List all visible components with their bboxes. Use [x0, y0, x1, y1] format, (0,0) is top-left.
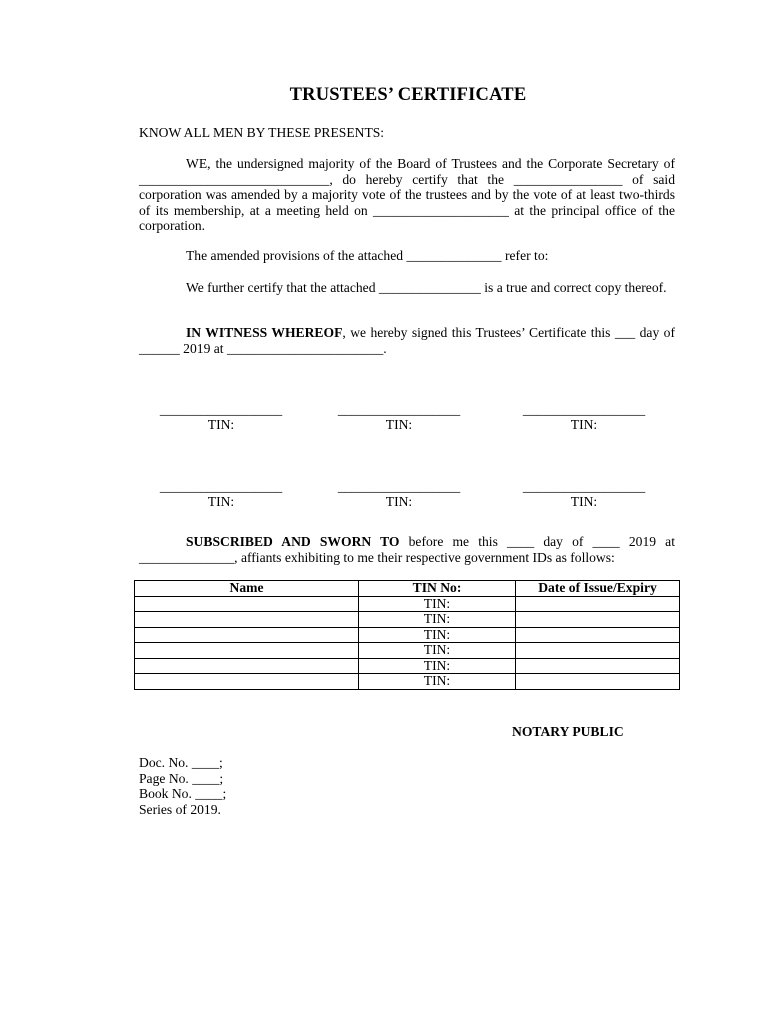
- jurat-lead: SUBSCRIBED AND SWORN TO: [186, 534, 400, 549]
- jurat-text: before me this ____ day of ____ 2019 at ______________, affiants exhibiting to me their respective government IDs as follows:: [139, 534, 675, 565]
- signature-block: [335, 402, 463, 433]
- signature-block: [335, 479, 463, 510]
- date-cell: [516, 612, 680, 628]
- tin-cell: TIN:: [359, 658, 516, 674]
- tin-cell: TIN:: [359, 612, 516, 628]
- page-no: Page No. ____;: [139, 770, 224, 786]
- table-row: [135, 674, 680, 690]
- signature-line: __________________: [522, 479, 646, 494]
- name-cell: [135, 643, 359, 659]
- header-name: Name: [135, 581, 359, 597]
- certification-paragraph: WE, the undersigned majority of the Board of Trustees and the Corporate Secretary of ____________________________, do hereby certify that the ________________ of said corporation was amended by a majority vote of the trustees and by the vote of at least two-thirds of its membership, at a meeting held on ____________________ at the principal office of the corporation.: [139, 156, 675, 234]
- date-cell: [516, 643, 680, 659]
- tin-label: TIN:: [570, 417, 598, 432]
- witness-text: , we hereby signed this Trustees’ Certificate this ___ day of ______ 2019 at _______________________.: [139, 325, 675, 356]
- name-cell: [135, 674, 359, 690]
- witness-lead: IN WITNESS WHEREOF: [186, 325, 343, 340]
- date-cell: [516, 674, 680, 690]
- tin-cell: TIN:: [359, 643, 516, 659]
- table-row: [135, 658, 680, 674]
- name-cell: [135, 627, 359, 643]
- witness-paragraph: [139, 325, 675, 356]
- opening-line: KNOW ALL MEN BY THESE PRESENTS:: [139, 125, 385, 140]
- book-no: Book No. ____;: [139, 786, 227, 802]
- series: Series of 2019.: [139, 801, 221, 817]
- header-tin: TIN No:: [359, 581, 516, 597]
- government-id-table: [134, 580, 680, 690]
- signature-line: __________________: [522, 402, 646, 417]
- tin-label: TIN:: [570, 494, 598, 509]
- tin-label: TIN:: [385, 494, 413, 509]
- signature-line: __________________: [337, 479, 461, 494]
- signature-block: [157, 402, 285, 433]
- notary-public-label: NOTARY PUBLIC: [512, 724, 624, 739]
- name-cell: [135, 658, 359, 674]
- true-copy-paragraph: We further certify that the attached _______________ is a true and correct copy thereof.: [186, 280, 667, 295]
- table-row: [135, 596, 680, 612]
- date-cell: [516, 627, 680, 643]
- notarial-register: [139, 755, 226, 817]
- tin-cell: TIN:: [359, 596, 516, 612]
- table-header-row: [135, 581, 680, 597]
- tin-label: TIN:: [385, 417, 413, 432]
- tin-cell: TIN:: [359, 674, 516, 690]
- date-cell: [516, 596, 680, 612]
- document-title: TRUSTEES’ CERTIFICATE: [289, 85, 527, 105]
- signature-line: __________________: [159, 402, 283, 417]
- signature-block: [520, 479, 648, 510]
- table-row: [135, 612, 680, 628]
- tin-label: TIN:: [207, 494, 235, 509]
- name-cell: [135, 596, 359, 612]
- signature-line: __________________: [337, 402, 461, 417]
- amended-provisions-paragraph: The amended provisions of the attached ______________ refer to:: [186, 248, 549, 263]
- name-cell: [135, 612, 359, 628]
- doc-no: Doc. No. ____;: [139, 755, 223, 770]
- tin-label: TIN:: [207, 417, 235, 432]
- jurat-paragraph: [139, 534, 675, 565]
- signature-line: __________________: [159, 479, 283, 494]
- header-date: Date of Issue/Expiry: [516, 581, 680, 597]
- signature-block: [157, 479, 285, 510]
- table-row: [135, 643, 680, 659]
- tin-cell: TIN:: [359, 627, 516, 643]
- signature-block: [520, 402, 648, 433]
- date-cell: [516, 658, 680, 674]
- table-row: [135, 627, 680, 643]
